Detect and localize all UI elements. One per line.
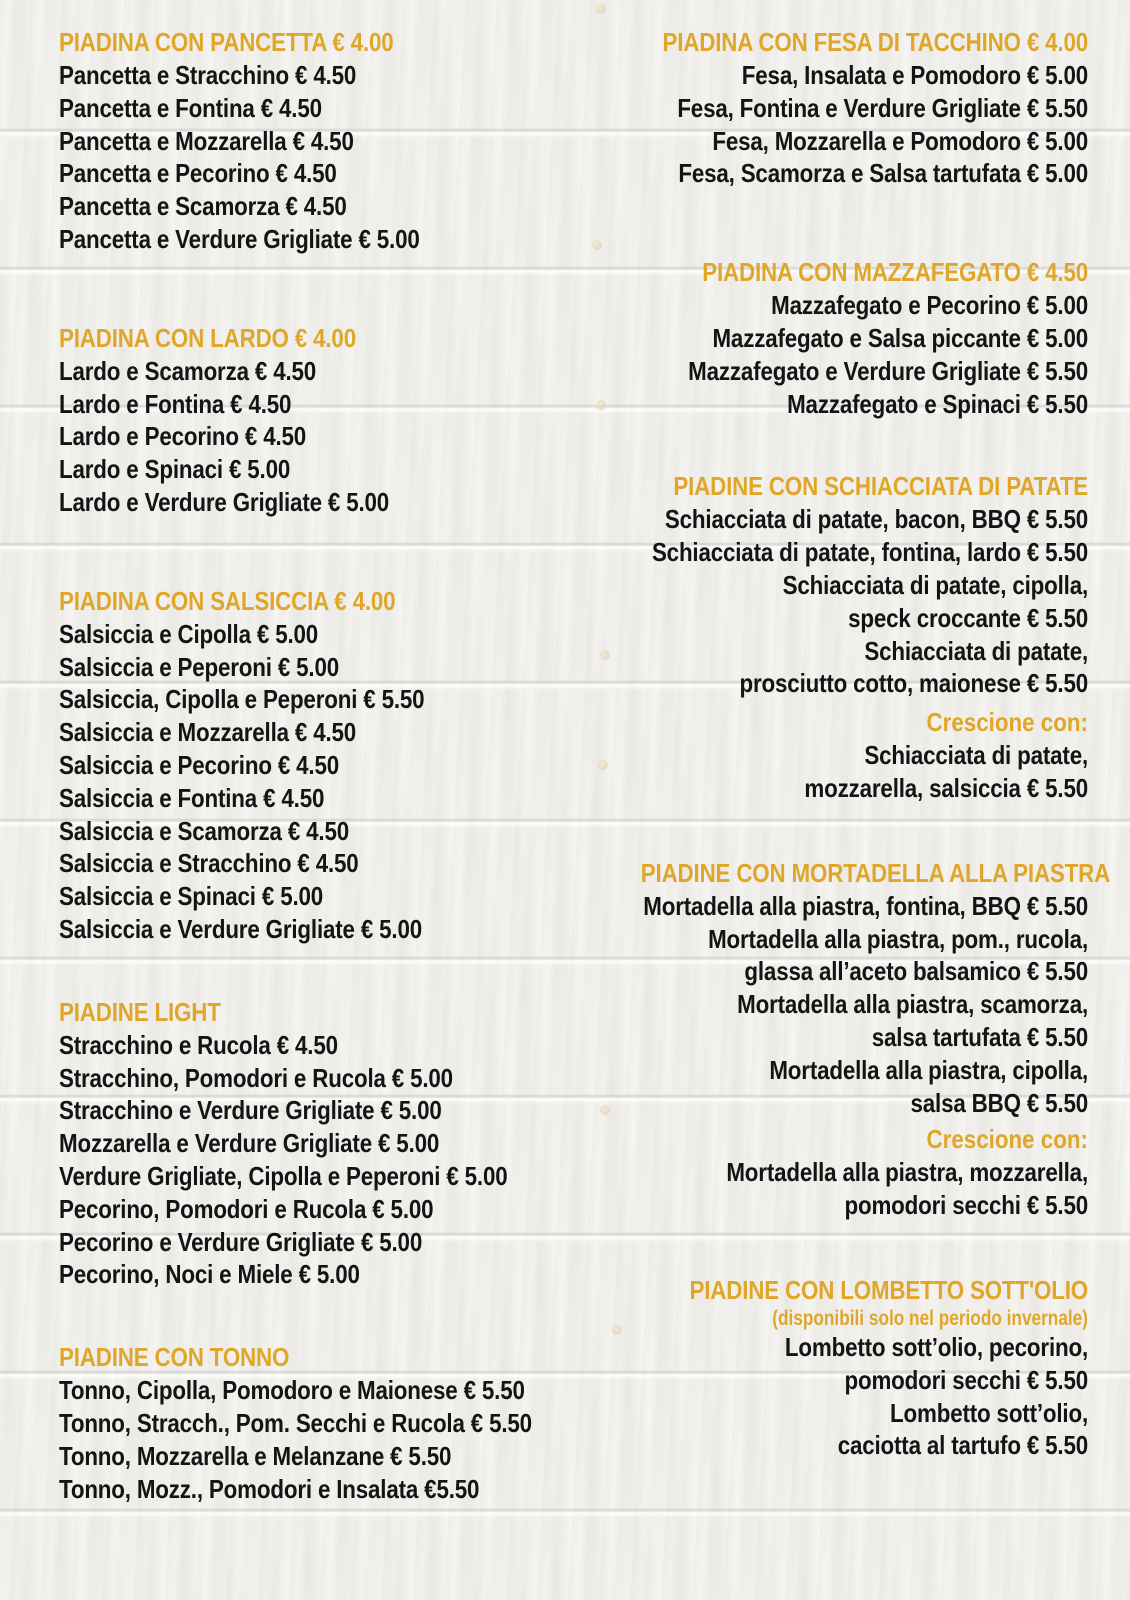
menu-item: Mazzafegato e Pecorino € 5.00 (771, 290, 1088, 321)
menu-item: Stracchino, Pomodori e Rucola € 5.00 (59, 1062, 453, 1093)
menu-item: speck croccante € 5.50 (848, 602, 1088, 633)
menu-section-mortadella (568, 857, 1111, 1222)
menu-item: Salsiccia e Scamorza € 4.50 (59, 815, 349, 846)
menu-item: Mazzafegato e Verdure Grigliate € 5.50 (688, 355, 1088, 386)
menu-item: Fesa, Insalata e Pomodoro € 5.00 (741, 60, 1088, 90)
menu-item: Lombetto sott’olio, (890, 1397, 1088, 1428)
menu-item: salsa BBQ € 5.50 (910, 1087, 1088, 1118)
section-title: PIADINA CON LARDO € 4.00 (59, 322, 356, 353)
section-title: PIADINE LIGHT (59, 996, 221, 1027)
menu-item: Schiacciata di patate, cipolla, (782, 569, 1088, 600)
menu-item: glassa all’aceto balsamico € 5.50 (744, 956, 1088, 987)
menu-item: Mortadella alla piastra, mozzarella, (726, 1157, 1088, 1188)
menu-item: Schiacciata di patate, (864, 635, 1088, 666)
menu-item: Pecorino e Verdure Grigliate € 5.00 (59, 1226, 423, 1257)
menu-item: Fesa, Fontina e Verdure Grigliate € 5.50 (677, 92, 1088, 123)
crescione-label: Crescione con: (926, 1124, 1088, 1155)
section-title: PIADINE CON MORTADELLA ALLA PIASTRA (640, 857, 1111, 888)
menu-item: Salsiccia e Pecorino € 4.50 (59, 749, 340, 780)
menu-item: Lardo e Pecorino € 4.50 (59, 421, 307, 452)
section-title: PIADINE CON LOMBETTO SOTT'OLIO (689, 1274, 1088, 1305)
menu-section-salsiccia (59, 585, 599, 946)
menu-item: Salsiccia e Stracchino € 4.50 (59, 848, 359, 879)
menu-item: Pecorino, Noci e Miele € 5.00 (59, 1259, 360, 1290)
menu-item: Verdure Grigliate, Cipolla e Peperoni € 5.00 (59, 1160, 508, 1191)
section-title: PIADINA CON FESA DI TACCHINO € 4.00 (662, 27, 1088, 57)
menu-item: Lardo e Scamorza € 4.50 (59, 355, 317, 386)
menu-item: Pancetta e Fontina € 4.50 (59, 92, 322, 123)
menu-item: Salsiccia e Fontina € 4.50 (59, 782, 325, 813)
menu-item: Tonno, Mozzarella e Melanzane € 5.50 (59, 1440, 452, 1471)
menu-item: Mozzarella e Verdure Grigliate € 5.00 (59, 1128, 440, 1159)
menu-item: Tonno, Stracch., Pom. Secchi e Rucola € 5.50 (59, 1407, 532, 1438)
menu-item: Mortadella alla piastra, fontina, BBQ € 5.50 (643, 890, 1088, 921)
menu-item: Mortadella alla piastra, scamorza, (737, 989, 1088, 1020)
menu-item: Lardo e Spinaci € 5.00 (59, 454, 291, 485)
menu-section-tonno (59, 1341, 599, 1505)
menu-item: Salsiccia e Cipolla € 5.00 (59, 618, 319, 649)
section-title: PIADINA CON PANCETTA € 4.00 (59, 27, 394, 57)
menu-item: salsa tartufata € 5.50 (871, 1021, 1088, 1052)
crescione-label: Crescione con: (926, 707, 1088, 738)
menu-item: Lardo e Fontina € 4.50 (59, 388, 292, 419)
menu-item: Tonno, Mozz., Pomodori e Insalata €5.50 (59, 1473, 480, 1504)
section-title: PIADINE CON SCHIACCIATA DI PATATE (673, 471, 1088, 502)
wood-nail-icon (596, 4, 606, 14)
menu-item: Mazzafegato e Spinaci € 5.50 (787, 388, 1088, 419)
section-title: PIADINA CON MAZZAFEGATO € 4.50 (702, 257, 1088, 288)
menu-item: Pancetta e Scamorza € 4.50 (59, 191, 347, 222)
menu-item: Tonno, Cipolla, Pomodoro e Maionese € 5.50 (59, 1375, 525, 1406)
menu-item: Schiacciata di patate, bacon, BBQ € 5.50 (664, 504, 1088, 535)
menu-item: Salsiccia, Cipolla e Peperoni € 5.50 (59, 684, 425, 715)
seasonal-note: (disponibili solo nel periodo invernale) (772, 1306, 1088, 1330)
menu-item: Stracchino e Rucola € 4.50 (59, 1029, 338, 1060)
menu-item: prosciutto cotto, maionese € 5.50 (739, 668, 1088, 699)
menu-item: Pecorino, Pomodori e Rucola € 5.00 (59, 1193, 434, 1224)
menu-right-column (568, 26, 1111, 1462)
menu-item: Schiacciata di patate, (864, 740, 1088, 771)
menu-item: Pancetta e Pecorino € 4.50 (59, 158, 337, 189)
menu-section-lombetto (568, 1274, 1088, 1462)
menu-item: Fesa, Mozzarella e Pomodoro € 5.00 (712, 125, 1088, 156)
menu-item: caciotta al tartufo € 5.50 (837, 1430, 1088, 1461)
menu-item: Pancetta e Mozzarella € 4.50 (59, 125, 354, 156)
menu-section-pancetta (59, 26, 599, 256)
menu-item: Fesa, Scamorza e Salsa tartufata € 5.00 (678, 158, 1088, 189)
menu-item: Mortadella alla piastra, pom., rucola, (708, 923, 1088, 954)
menu-item: Mortadella alla piastra, cipolla, (769, 1054, 1088, 1085)
menu-item: pomodori secchi € 5.50 (844, 1364, 1088, 1395)
menu-section-schiacciata (568, 470, 1088, 804)
menu-item: Schiacciata di patate, fontina, lardo € 5.50 (651, 537, 1088, 568)
section-title: PIADINE CON TONNO (59, 1342, 290, 1373)
menu-item: Pancetta e Verdure Grigliate € 5.00 (59, 223, 420, 254)
menu-section-mazzafegato (568, 256, 1088, 420)
menu-item: pomodori secchi € 5.50 (844, 1190, 1088, 1221)
menu-section-tacchino (568, 26, 1088, 190)
menu-left-column (59, 26, 599, 1505)
menu-item: Lardo e Verdure Grigliate € 5.00 (59, 486, 390, 517)
menu-section-lardo (59, 322, 599, 519)
menu-item: Mazzafegato e Salsa piccante € 5.00 (712, 322, 1088, 353)
menu-item: mozzarella, salsiccia € 5.50 (804, 772, 1088, 803)
menu-section-light (59, 996, 599, 1291)
menu-item: Stracchino e Verdure Grigliate € 5.00 (59, 1095, 442, 1126)
menu-item: Salsiccia e Peperoni € 5.00 (59, 651, 340, 682)
menu-item: Salsiccia e Spinaci € 5.00 (59, 881, 324, 912)
menu-item: Salsiccia e Verdure Grigliate € 5.00 (59, 913, 422, 944)
menu-item: Pancetta e Stracchino € 4.50 (59, 60, 357, 90)
menu-item: Salsiccia e Mozzarella € 4.50 (59, 717, 357, 748)
menu-item: Lombetto sott’olio, pecorino, (784, 1331, 1088, 1362)
section-title: PIADINA CON SALSICCIA € 4.00 (59, 585, 396, 616)
